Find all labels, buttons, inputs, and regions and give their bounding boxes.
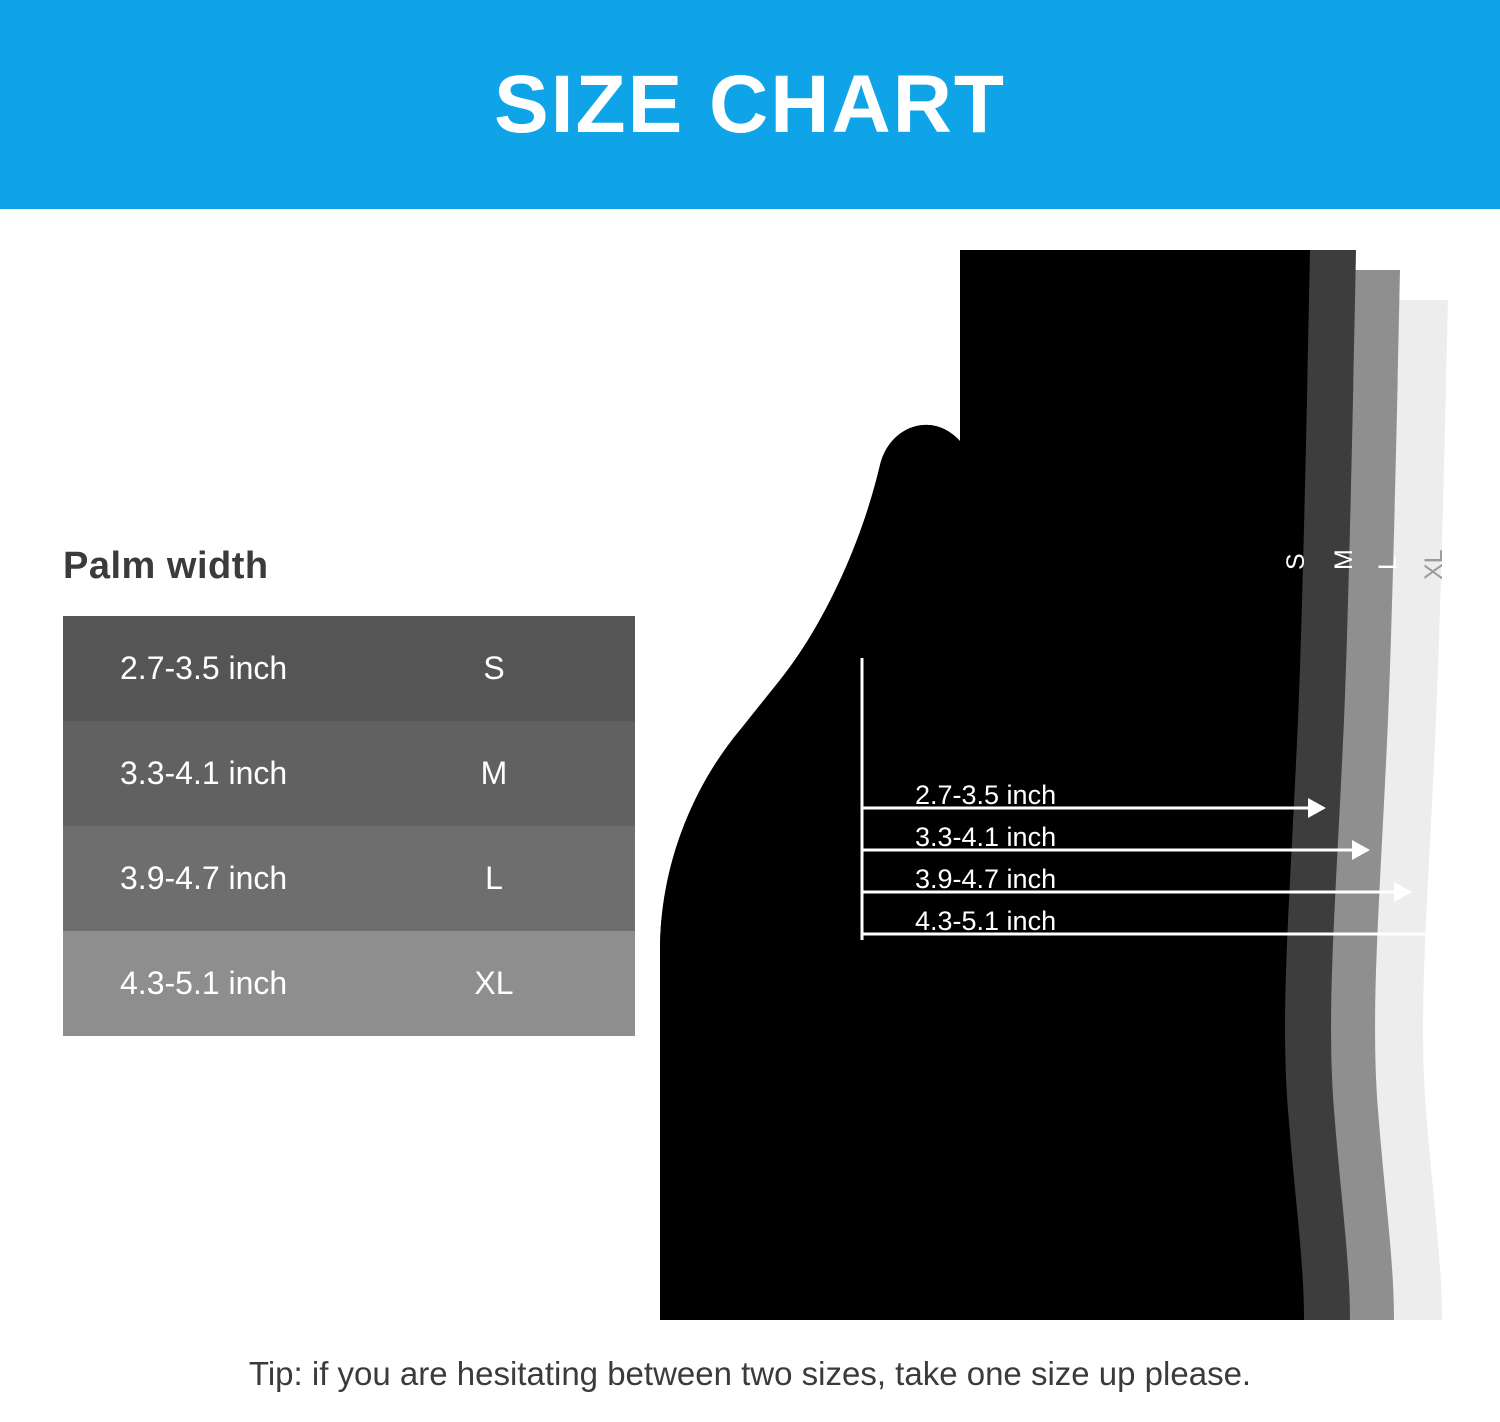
measure-label-l: 3.9-4.7 inch [915, 864, 1057, 894]
size-code: S [483, 650, 505, 686]
size-table [63, 616, 635, 1036]
table-row [63, 826, 635, 931]
size-code: XL [474, 965, 514, 1001]
measure-label-xl: 4.3-5.1 inch [915, 906, 1057, 936]
page-title: SIZE CHART [494, 58, 1006, 150]
side-label-xl: XL [1420, 549, 1448, 580]
measure-label-m: 3.3-4.1 inch [915, 822, 1057, 852]
size-code: L [485, 860, 503, 896]
table-row [63, 721, 635, 826]
footer-tip: Tip: if you are hesitating between two sizes, take one size up please. [248, 1355, 1252, 1392]
header-bar [0, 0, 1500, 209]
side-label-l: L [1374, 556, 1402, 570]
palm-width-range: 2.7-3.5 inch [120, 650, 288, 686]
palm-width-section [63, 545, 638, 1036]
table-row [63, 931, 635, 1036]
palm-width-heading: Palm width [63, 545, 269, 587]
side-label-m: M [1330, 549, 1358, 570]
palm-width-range: 3.3-4.1 inch [120, 755, 288, 791]
size-code: M [480, 755, 508, 791]
palm-width-range: 4.3-5.1 inch [120, 965, 288, 1001]
palm-width-range: 3.9-4.7 inch [120, 860, 288, 896]
side-label-s: S [1282, 553, 1310, 570]
measure-label-s: 2.7-3.5 inch [915, 780, 1057, 810]
table-row [63, 616, 635, 721]
glove-diagram [630, 250, 1480, 1320]
measure-arrow-xl [1434, 924, 1452, 944]
